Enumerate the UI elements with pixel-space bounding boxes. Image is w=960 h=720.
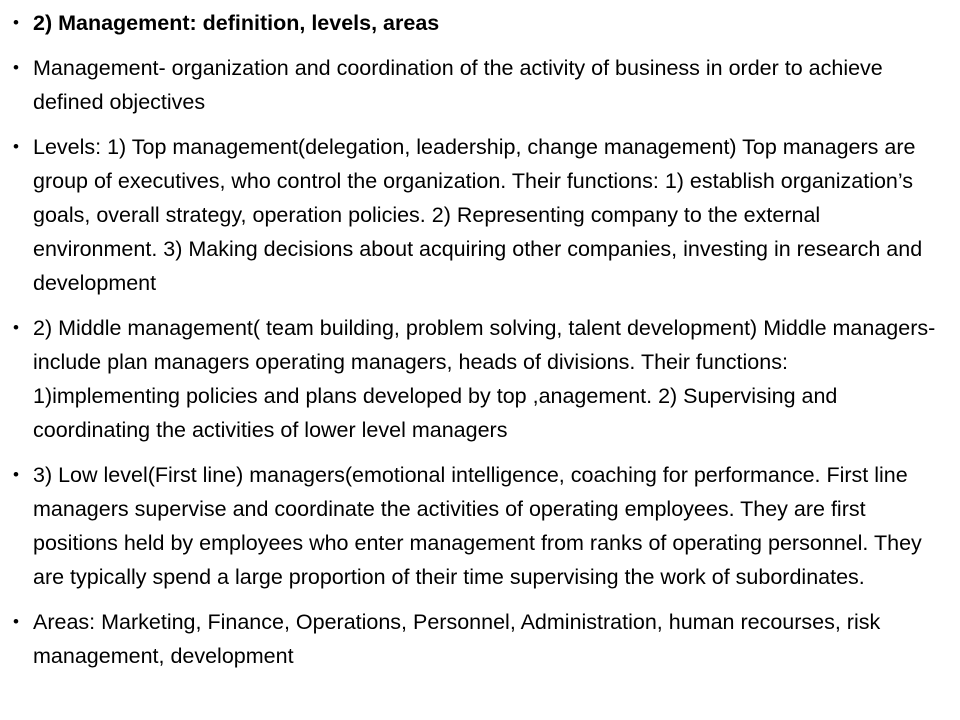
bullet-item-low-level (12, 458, 940, 594)
middle-management-text: 2) Middle management( team building, problem solving, talent development) Middle managers- include plan managers operating managers, heads of divisions. Their functions: 1)implementing policies and plans developed by top ,anagement. 2) Supervising and coordinating the activities of lower level managers (33, 316, 936, 442)
bullet-item-middle-management (12, 311, 940, 447)
bullet-marker: • (13, 318, 19, 337)
bullet-item-top-management (12, 130, 940, 300)
bullet-item-areas (12, 605, 940, 673)
definition-text: Management- organization and coordination of the activity of business in order to achieve defined objectives (33, 56, 883, 114)
bullet-item-definition (12, 51, 940, 119)
slide-heading: 2) Management: definition, levels, areas (33, 11, 440, 35)
bullet-list (12, 6, 940, 673)
bullet-item-title (12, 6, 940, 40)
bullet-marker: • (13, 13, 19, 32)
areas-text: Areas: Marketing, Finance, Operations, Personnel, Administration, human recourses, risk management, development (33, 610, 881, 668)
top-management-text: Levels: 1) Top management(delegation, leadership, change management) Top managers are group of executives, who control the organization. Their functions: 1) establish organization’s goals, overall strategy, operation policies. 2) Representing company to the external environment. 3) Making decisions about acquiring other companies, investing in research and development (33, 135, 923, 295)
bullet-marker: • (13, 612, 19, 631)
bullet-marker: • (13, 465, 19, 484)
low-level-management-text: 3) Low level(First line) managers(emotional intelligence, coaching for performance. First line managers supervise and coordinate the activities of operating employees. They are first positions held by employees who enter management from ranks of operating personnel. They are typically spend a large proportion of their time supervising the work of subordinates. (33, 463, 922, 589)
bullet-marker: • (13, 58, 19, 77)
bullet-marker: • (13, 137, 19, 156)
